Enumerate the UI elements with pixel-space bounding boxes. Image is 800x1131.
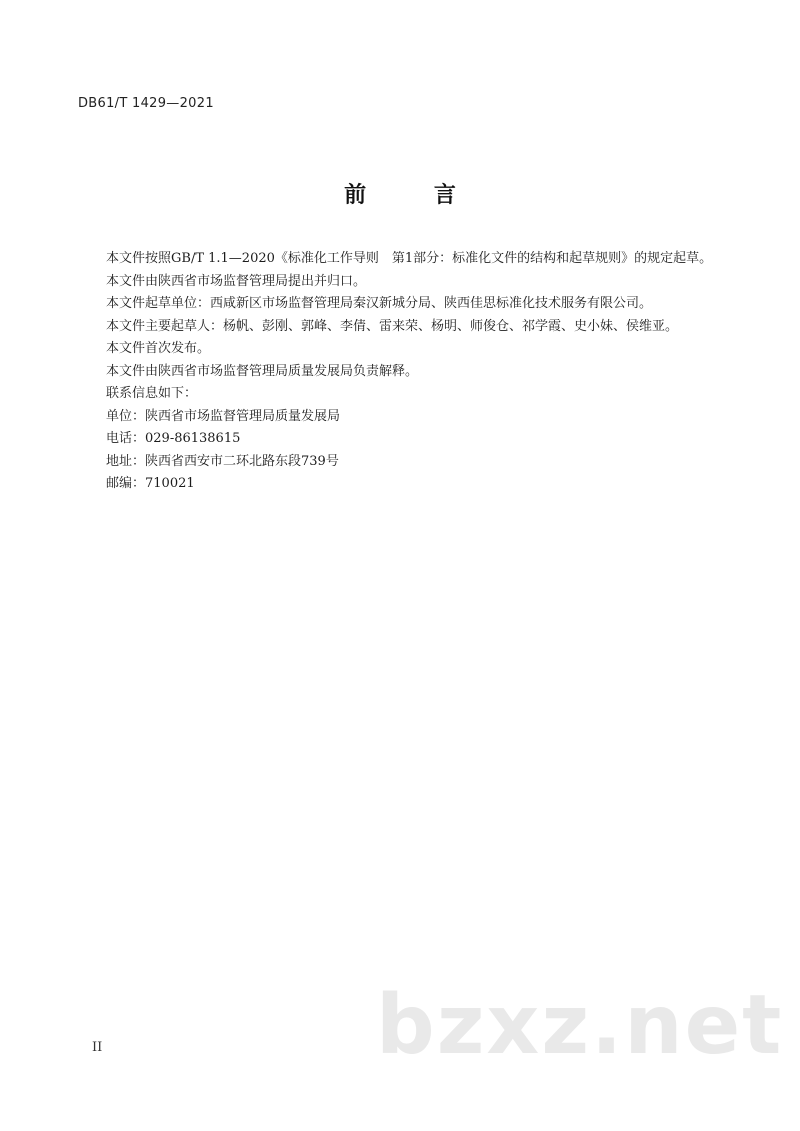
paragraph-proposer: 本文件由陕西省市场监督管理局提出并归口。: [106, 273, 367, 289]
paragraph-interpretation: 本文件由陕西省市场监督管理局质量发展局负责解释。: [106, 363, 419, 379]
paragraph-drafting-basis: 本文件按照GB/T 1.1—2020《标准化工作导则 第1部分：标准化文件的结构和起草规则》的规定起草。: [106, 251, 713, 266]
contact-unit: 单位：陕西省市场监督管理局质量发展局: [106, 408, 341, 424]
page-number: II: [92, 1040, 103, 1055]
contact-phone: 电话：029-86138615: [106, 431, 241, 446]
contact-address: 地址：陕西省西安市二环北路东段739号: [106, 453, 339, 469]
document-code: DB61/T 1429—2021: [78, 96, 214, 111]
paragraph-drafters: 本文件主要起草人：杨帆、彭刚、郭峰、李倩、雷来荣、杨明、师俊仓、祁学霞、史小妹、侯维亚。: [106, 318, 679, 334]
watermark: bzxz.net: [376, 978, 784, 1073]
paragraph-contact-intro: 联系信息如下：: [106, 386, 198, 401]
contact-postcode: 邮编：710021: [106, 476, 195, 491]
paragraph-drafting-units: 本文件起草单位：西咸新区市场监督管理局秦汉新城分局、陕西佳思标准化技术服务有限公司。: [106, 296, 653, 311]
page-title: 前 言: [344, 183, 486, 208]
foreword-body: [80, 248, 720, 496]
paragraph-first-release: 本文件首次发布。: [106, 341, 211, 356]
